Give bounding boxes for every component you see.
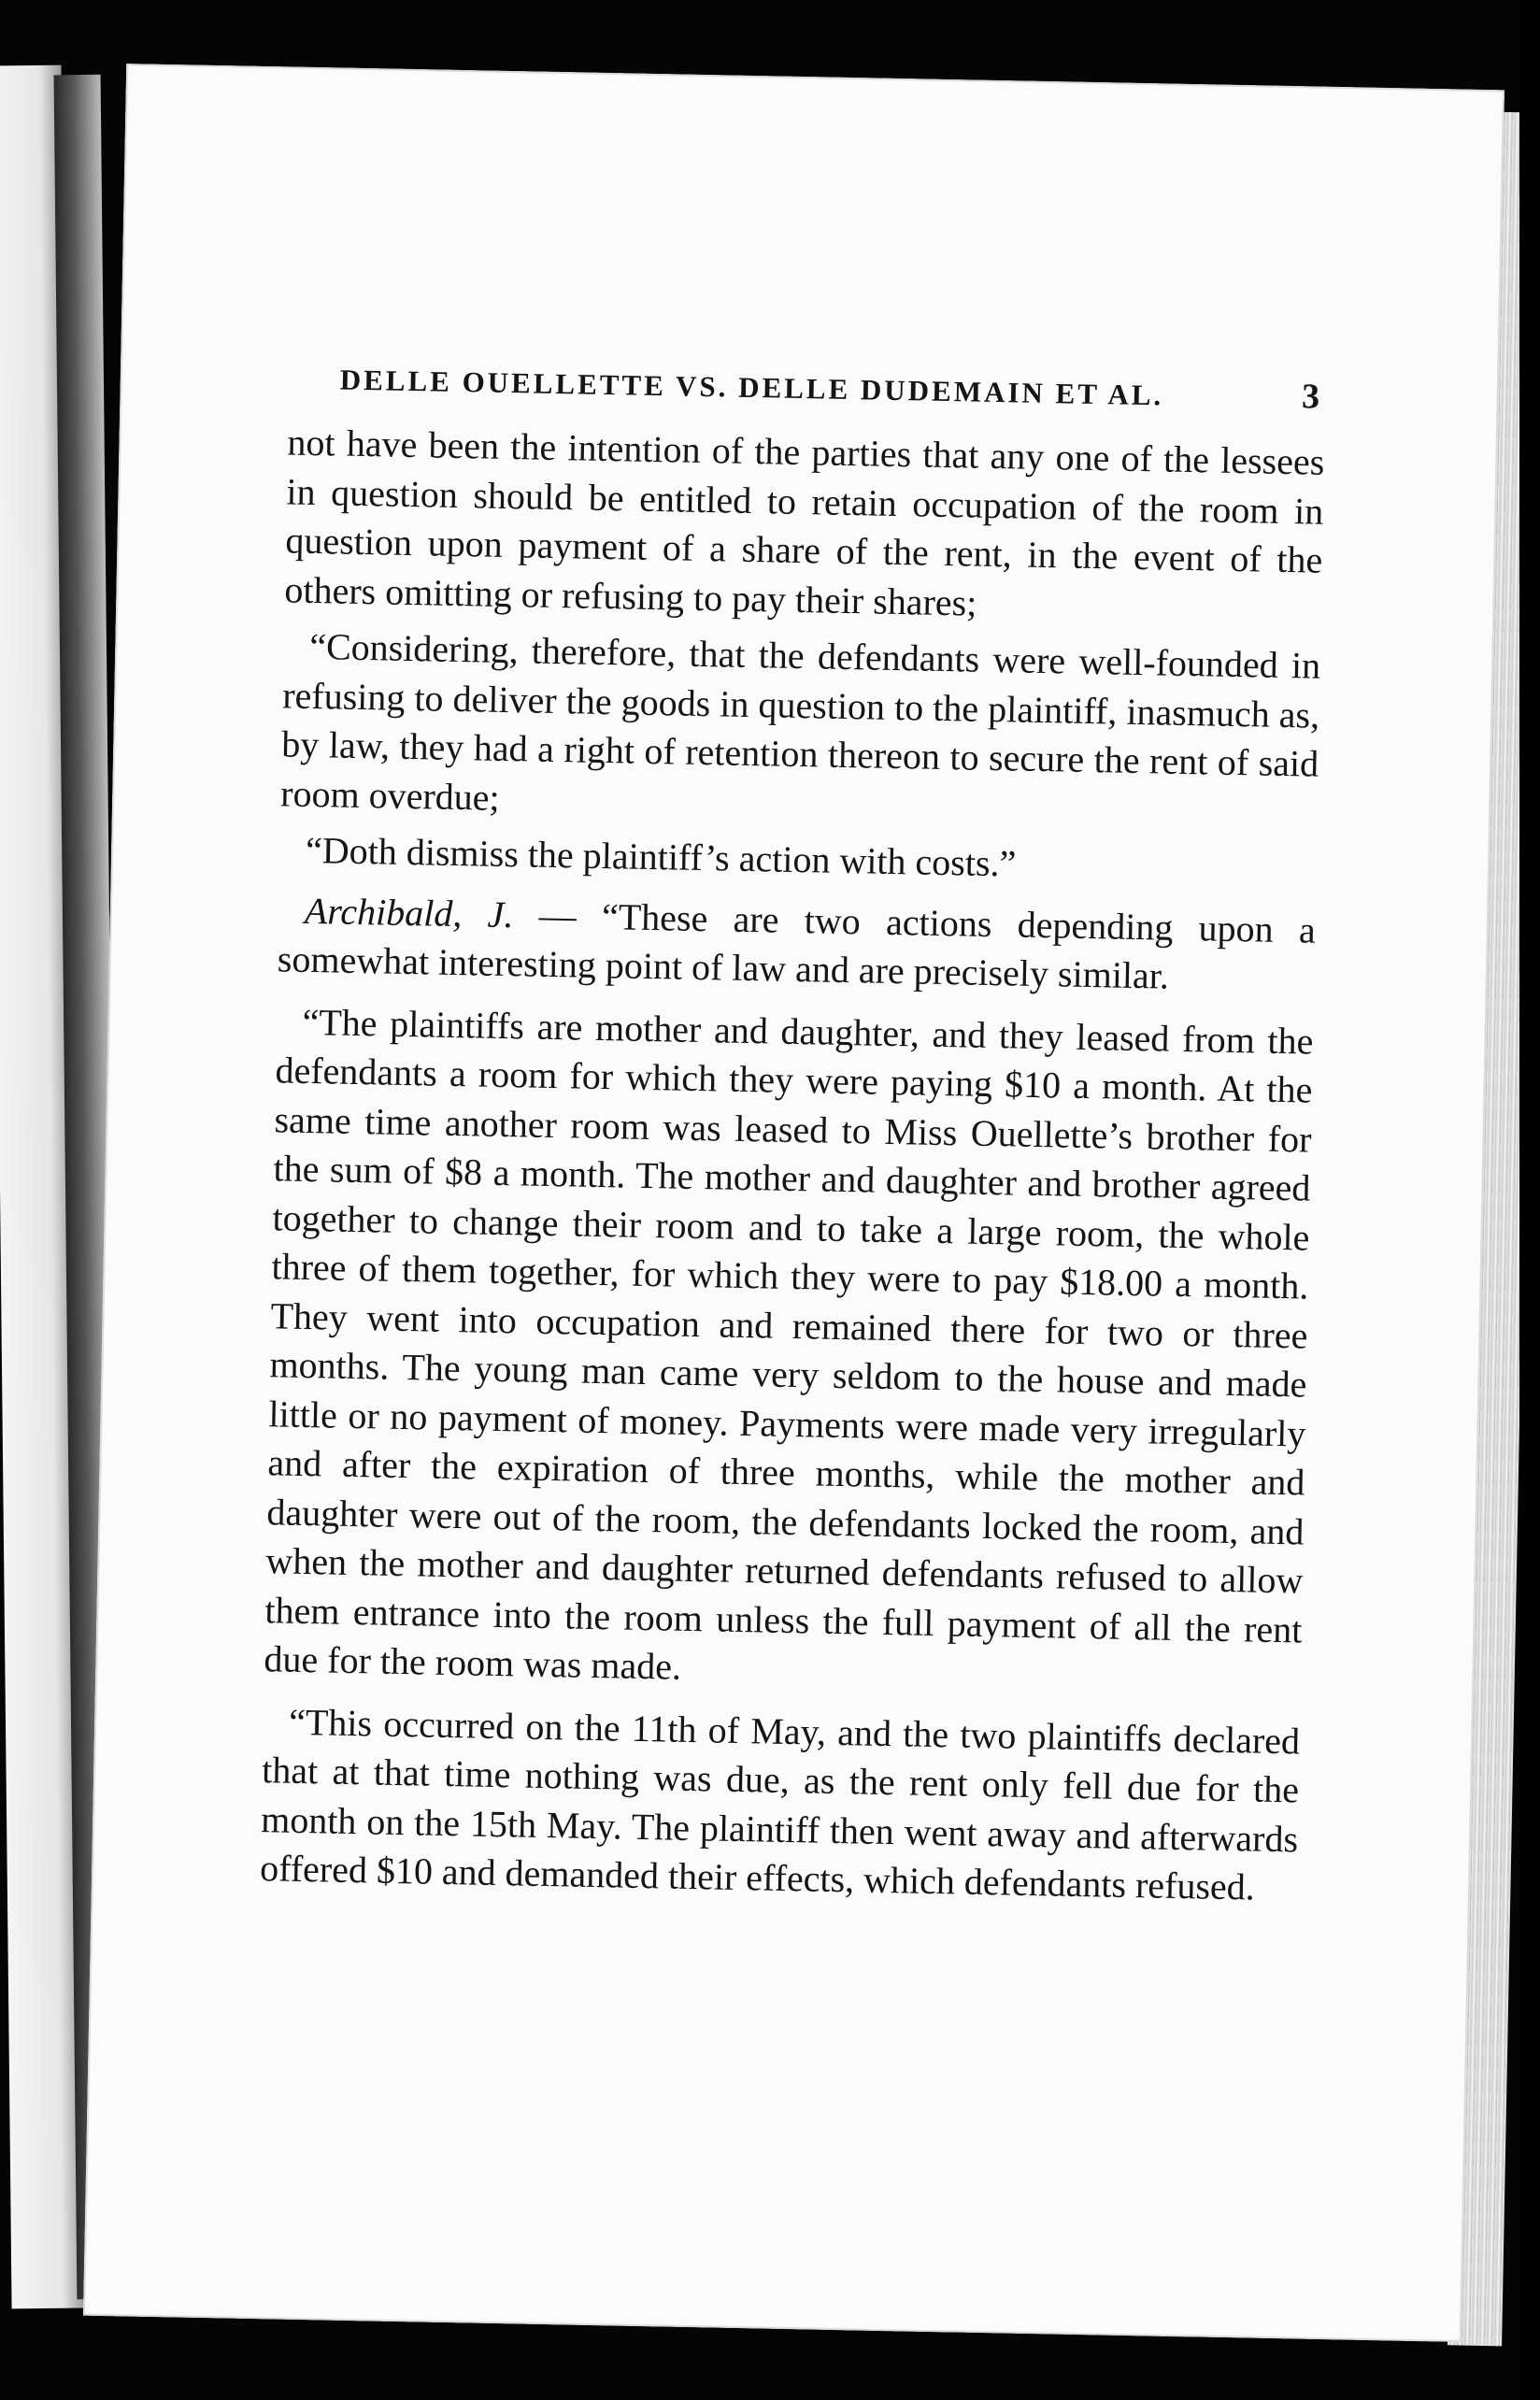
- judge-name: Archibald, J.: [304, 889, 514, 936]
- paragraph: “This occurred on the 11th of May, and the two plaintiffs declared that at that time nothing was due, as the rent only fell due for the month on the 15th May. The plaintiff then went away and afterwards offered $10 and demanded their effects, which defendants refused.: [259, 1700, 1301, 1908]
- paragraph: “Doth dismiss the plaintiff’s action with costs.”: [305, 828, 1017, 885]
- page-content: [260, 356, 1327, 1921]
- running-head-title: DELLE OUELLETTE VS. DELLE DUDEMAIN ET AL.: [339, 363, 1164, 412]
- scan-border: [1519, 0, 1540, 2400]
- paragraph: “The plaintiffs are mother and daughter, and they leased from the defendants a room for which they were paying $10 a month. At the same time another room was leased to Miss Ouellette’s brother for the sum of $8 a month. The mother and daughter and brother agreed together to change their room and to take a large room, the whole three of them together, for which they were to pay $18.00 a month. They went into occupation and remained there for two or three months. The young man came very seldom to the house and made little or no payment of money. Payments were made very irregularly and after the expiration of three months, while the mother and daughter were out of the room, the defendants locked the room, and when the mother and daughter returned defendants refused to allow them entrance into the room unless the full payment of all the rent due for the room was made.: [264, 1000, 1314, 1688]
- paragraph: “Considering, therefore, that the defendants were well-founded in refusing to deliver the goods in question to the plaintiff, inasmuch as, by law, they had a right of retention thereon to secure the rent of said room overdue;: [279, 624, 1321, 819]
- paragraph-judge-opinion: [277, 886, 1316, 1004]
- body-text: [260, 418, 1325, 1913]
- book-page: [83, 64, 1504, 2342]
- paragraph-text: — “These are two actions depending upon a somewhat interesting point of law and are precisely similar.: [277, 893, 1317, 997]
- page-number: 3: [1301, 377, 1323, 417]
- running-header: [288, 356, 1326, 417]
- paragraph: not have been the intention of the parties that any one of the lessees in question should be entitled to retain occupation of the room in question upon payment of a share of the rent, in the event of the others omitting or refusing to pay their shares;: [284, 421, 1325, 624]
